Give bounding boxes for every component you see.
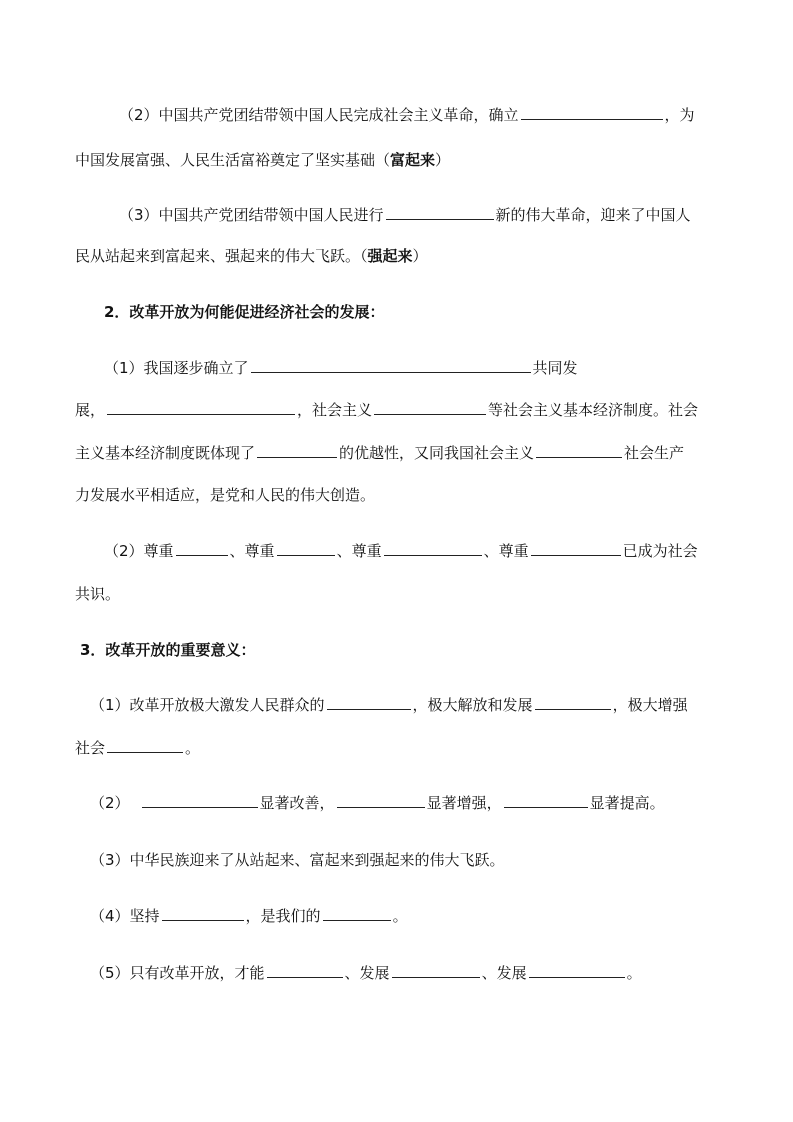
q2-1-line4: 力发展水平相适应，是党和人民的伟大创造。 [75, 486, 376, 504]
p3-text: 民从站起来到富起来、强起来的伟大飞跃。（ [75, 247, 368, 265]
q-text: 共同发 [532, 359, 578, 377]
p3-line2 [75, 246, 428, 266]
q-text: 、尊重 [336, 542, 382, 560]
q-text: 社会 [75, 739, 106, 757]
answer-blank[interactable] [529, 963, 625, 978]
q-text: 已成为社会 [622, 542, 698, 560]
q-text: 的优越性，又同我国社会主义 [339, 444, 535, 462]
q-text: ，极大增强 [612, 696, 688, 714]
q-text: 、尊重 [229, 542, 275, 560]
answer-blank[interactable] [374, 400, 486, 415]
answer-blank[interactable] [277, 541, 335, 556]
p2-text: 中国发展富强、人民生活富裕奠定了坚实基础（ [75, 151, 391, 169]
q2-1-line1 [104, 358, 578, 378]
q-text: 显著提高。 [589, 794, 665, 812]
answer-blank[interactable] [107, 400, 295, 415]
answer-blank[interactable] [386, 205, 494, 220]
q-text: （2）尊重 [104, 542, 174, 560]
q-text: （1）改革开放极大激发人民群众的 [90, 696, 325, 714]
q-text: 展， [75, 401, 106, 419]
answer-blank[interactable] [176, 541, 228, 556]
p3-line1 [119, 205, 691, 225]
q-text: 。 [626, 964, 642, 982]
answer-blank[interactable] [257, 443, 337, 458]
q3-4-line1 [90, 906, 408, 926]
q3-1-line1 [90, 695, 688, 715]
q-text: （2） [90, 794, 130, 812]
p2-line2 [75, 150, 450, 170]
q2-2-line2: 共识。 [75, 585, 121, 603]
answer-blank[interactable] [521, 105, 663, 120]
p2-text: ，为 [664, 106, 695, 124]
q-text: 。 [185, 739, 201, 757]
q-text: 等社会主义基本经济制度。社会 [488, 401, 699, 419]
answer-blank[interactable] [142, 793, 258, 808]
answer-blank[interactable] [267, 963, 343, 978]
q-text: 、发展 [481, 964, 527, 982]
p2-line1 [119, 105, 695, 125]
q2-1-line3 [75, 443, 684, 463]
q2-1-line2 [75, 400, 698, 420]
q-text: ，极大解放和发展 [412, 696, 533, 714]
p3-text: ） [412, 247, 428, 265]
q3-5-line1 [90, 963, 642, 983]
p3-text: （3）中国共产党团结带领中国人民进行 [119, 206, 384, 224]
answer-blank[interactable] [251, 358, 531, 373]
q-text: 显著增强， [426, 794, 502, 812]
q-text: 显著改善， [259, 794, 335, 812]
p2-text: ） [435, 151, 451, 169]
heading-2: 2．改革开放为何能促进经济社会的发展： [104, 303, 385, 321]
heading-3: 3．改革开放的重要意义： [80, 641, 256, 659]
p2-text: （2）中国共产党团结带领中国人民完成社会主义革命，确立 [119, 106, 519, 124]
answer-blank[interactable] [536, 443, 622, 458]
q-text: ，是我们的 [245, 907, 321, 925]
answer-blank[interactable] [107, 738, 183, 753]
answer-blank[interactable] [384, 541, 482, 556]
answer-blank[interactable] [392, 963, 480, 978]
q-text: （1）我国逐步确立了 [104, 359, 249, 377]
answer-blank[interactable] [327, 695, 411, 710]
q-text: 、尊重 [483, 542, 529, 560]
answer-blank[interactable] [504, 793, 588, 808]
p3-bold: 强起来 [367, 247, 413, 265]
p2-bold: 富起来 [390, 151, 436, 169]
q-text: 。 [392, 907, 408, 925]
q-text: 社会生产 [624, 444, 685, 462]
q-text: 主义基本经济制度既体现了 [75, 444, 256, 462]
q3-2-line1 [90, 793, 665, 813]
q-text: （5）只有改革开放，才能 [90, 964, 265, 982]
q2-2-line1 [104, 541, 698, 561]
q3-3-line1: （3）中华民族迎来了从站起来、富起来到强起来的伟大飞跃。 [90, 851, 505, 869]
q-text: 、发展 [344, 964, 390, 982]
answer-blank[interactable] [531, 541, 621, 556]
answer-blank[interactable] [535, 695, 611, 710]
answer-blank[interactable] [323, 906, 391, 921]
p3-text: 新的伟大革命，迎来了中国人 [495, 206, 691, 224]
q3-1-line2 [75, 738, 200, 758]
q-text: （4）坚持 [90, 907, 160, 925]
answer-blank[interactable] [162, 906, 244, 921]
q-text: ，社会主义 [297, 401, 373, 419]
answer-blank[interactable] [337, 793, 425, 808]
